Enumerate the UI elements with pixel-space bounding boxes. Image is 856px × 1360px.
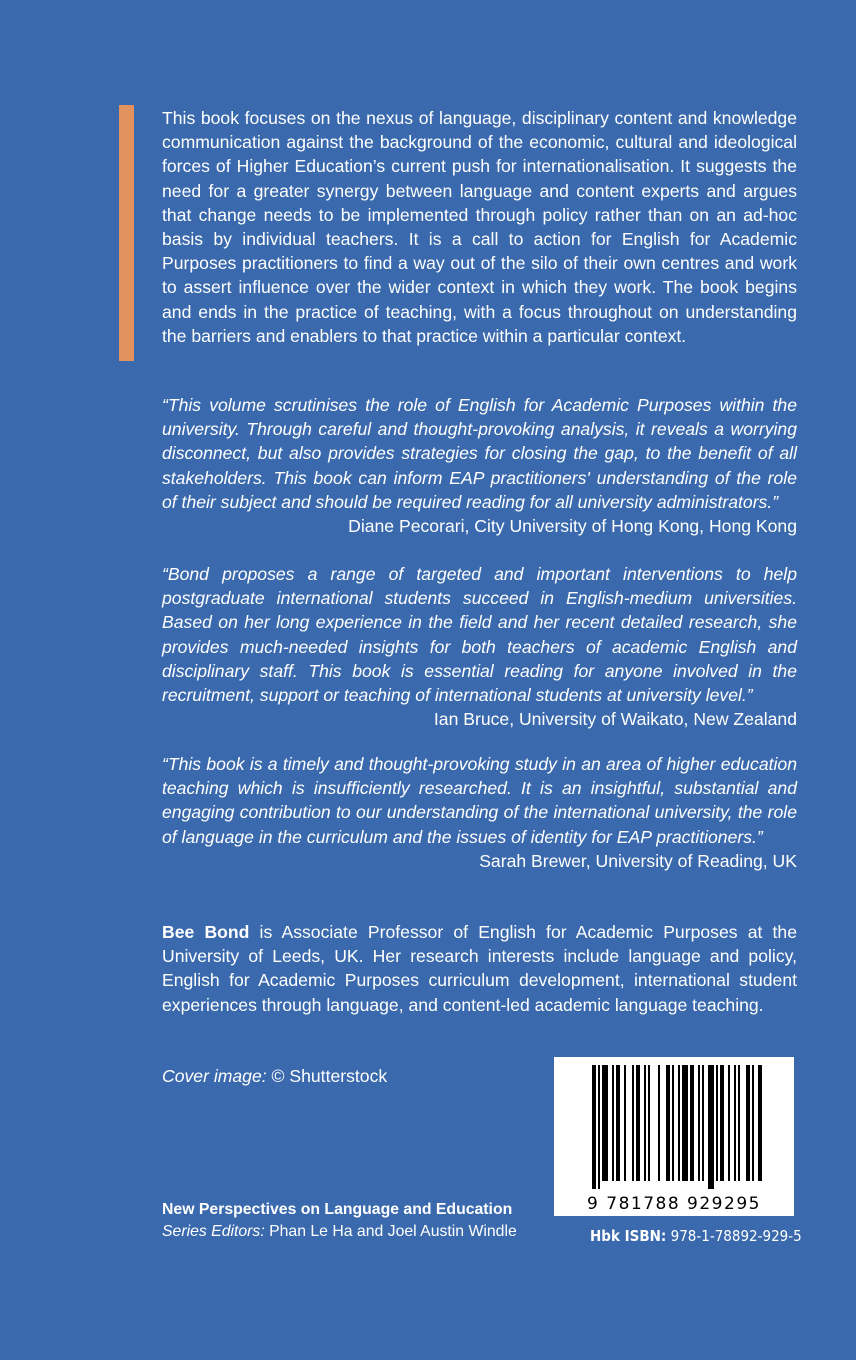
endorsement-attribution: Diane Pecorari, City University of Hong Kong, Hong Kong [348,516,797,537]
barcode-bar [716,1065,718,1181]
barcode-bar [702,1065,704,1181]
barcode-bar [648,1065,650,1181]
endorsement-3 [162,752,797,873]
book-blurb: This book focuses on the nexus of language, disciplinary content and knowledge communication against the background of the economic, cultural and ideological forces of Higher Education’s current push for internationalisation. It suggests the need for a greater synergy between language and content experts and argues that change needs to be implemented through policy rather than on an ad-hoc basis by individual teachers. It is a call to action for English for Academic Purposes practitioners to find a way out of the silo of their own centres and work to assert influence over the wider context in which they work. The book begins and ends in the practice of teaching, with a focus throughout on understanding the barriers and enablers to that practice within a particular context. [162,108,797,346]
isbn-value: 978-1-78892-929-5 [666,1227,802,1245]
barcode-bar [734,1065,736,1181]
endorsement-quote: “This volume scrutinises the role of English for Academic Purposes within the university. Through careful and thought-provoking analysis, it reveals a worrying disconnect, but also provides strategies for closing the gap, to the benefit of all stakeholders. This book can inform EAP practitioners' understanding of the role of their subject and should be required reading for all university administrators.” [162,395,797,512]
endorsement-quote: “This book is a timely and thought-provoking study in an area of higher education teaching which is insufficiently researched. It is an insightful, substantial and engaging contribution to our understanding of the international university, the role of language in the curriculum and the issues of identity for EAP practitioners.” [162,754,797,847]
endorsement-attribution: Sarah Brewer, University of Reading, UK [479,850,797,871]
barcode-bar [624,1065,626,1181]
barcode-bar [616,1065,620,1181]
barcode-bar [728,1065,730,1181]
cover-credit-value: © Shutterstock [266,1066,388,1086]
series-editors: Phan Le Ha and Joel Austin Windle [264,1223,517,1240]
barcode-bar [746,1065,750,1181]
endorsement-2 [162,562,797,731]
barcode-digits: 9 781788 929295 [587,1194,761,1214]
barcode-bar [752,1065,754,1181]
cover-credit-label: Cover image: [162,1066,267,1086]
series-title: New Perspectives on Language and Education [162,1201,513,1218]
barcode-bar [678,1065,680,1181]
author-bio [162,920,797,1017]
barcode-bar [672,1065,674,1181]
barcode-bar [644,1065,646,1181]
barcode [554,1057,794,1216]
endorsement-1 [162,393,797,538]
isbn-label: Hbk ISBN: [590,1227,667,1245]
barcode-bar [738,1065,740,1181]
barcode-bar [612,1065,614,1181]
barcode-bar [758,1065,762,1181]
barcode-bar [598,1065,600,1189]
barcode-bar [602,1065,608,1181]
barcode-bar [708,1065,714,1189]
barcode-bar [658,1065,660,1181]
barcode-bar [720,1065,724,1181]
barcode-bar [690,1065,694,1181]
isbn [590,1226,802,1246]
barcode-bar [666,1065,670,1181]
author-bio-text: is Associate Professor of English for Academic Purposes at the University of Leeds, UK. Her research interests include language and policy, English for Academic Purposes curriculum development, international student experiences through language, and content-led academic language teaching. [162,922,797,1015]
endorsement-quote: “Bond proposes a range of targeted and important interventions to help postgraduate international students succeed in English-medium universities. Based on her long experience in the field and her recent detailed research, she provides much-needed insights for both teachers of academic English and disciplinary staff. This book is essential reading for anyone involved in the recruitment, support or teaching of international students at university level.” [162,564,797,706]
barcode-graphic [554,1057,794,1216]
author-name: Bee Bond [162,922,250,942]
series-editors-label: Series Editors: [162,1223,265,1240]
barcode-bar [698,1065,700,1181]
series-info [162,1199,517,1243]
barcode-bar [636,1065,640,1181]
cover-credit [162,1064,387,1088]
endorsement-attribution: Ian Bruce, University of Waikato, New Zealand [433,709,797,730]
barcode-bar [632,1065,634,1181]
barcode-bar [592,1065,596,1189]
accent-bar [119,105,134,361]
barcode-bar [682,1065,688,1181]
